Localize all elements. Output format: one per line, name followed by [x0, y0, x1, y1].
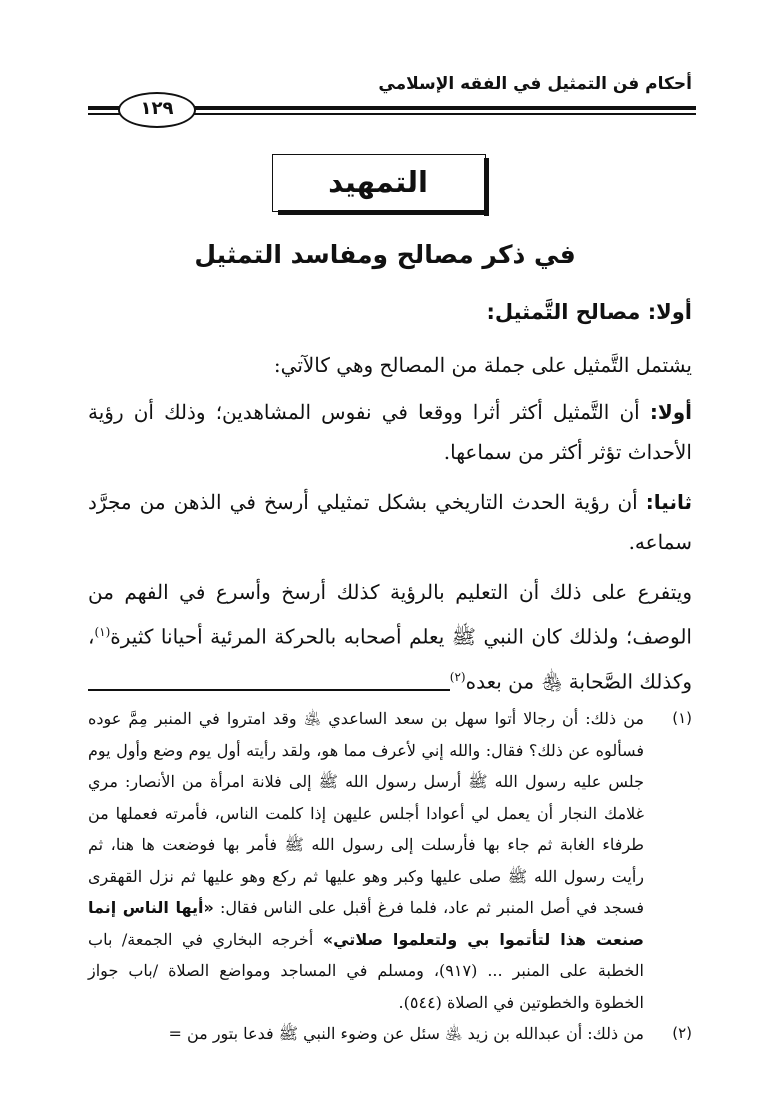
page-number: ١٢٩ [118, 92, 196, 128]
footnote-citation: أخرجه البخاري في الجمعة/ باب الخطبة على المنبر ... (٩١٧)، ومسلم في المساجد ومواضع الصلاة /باب جواز الخطوة والخطوتين في الصلاة (٥٤٤). [88, 929, 645, 1012]
chapter-title: التمهيد [328, 165, 428, 199]
footnote-2 [88, 1018, 692, 1050]
footnote-separator [88, 689, 450, 691]
section-heading: أولا: مصالح التَّمثيل: [486, 300, 692, 324]
paragraph-intro-text: يشتمل التَّمثيل على جملة من المصالح وهي كالآتي: [273, 353, 692, 377]
footnote-number: (١) [672, 709, 692, 727]
third-text-a: ويتفرع على ذلك أن التعليم بالرؤية كذلك أرسخ وأسرع في الفهم من الوصف؛ ولذلك كان النبي ﷺ يعلم أصحابه بالحركة المرئية أحيانا كثيرة [88, 580, 692, 649]
first-text: أن التَّمثيل أكثر أثرا ووقعا في نفوس المشاهدين؛ وذلك أن رؤية الأحداث تؤثر أكثر من سماعها. [88, 400, 692, 464]
footnote-1 [88, 703, 692, 1018]
first-label: أولا: [649, 400, 693, 424]
footnote-text: من ذلك: أن عبدالله بن زيد ﵁ سئل عن وضوء النبي ﷺ فدعا بتور من = [168, 1024, 644, 1043]
footnote-ref-1: (١) [94, 625, 111, 639]
chapter-subtitle: في ذكر مصالح ومفاسد التمثيل [194, 240, 576, 269]
footnotes [88, 703, 692, 1050]
paragraph-third [88, 572, 692, 701]
running-title: أحكام فن التمثيل في الفقه الإسلامي [378, 74, 692, 94]
paragraph-second-benefit [88, 482, 692, 562]
paragraph-intro [88, 345, 692, 385]
footnote-hadith-quote: «أيها الناس إنما صنعت هذا لتأتموا بي ولتعلموا صلاتي» [88, 898, 644, 949]
footnote-number: (٢) [672, 1024, 692, 1042]
footnote-text: من ذلك: أن رجالا أتوا سهل بن سعد الساعدي ﵁ وقد امتروا في المنبر مِمَّ عوده فسألوه عن ذلك؟ فقال: والله إني لأعرف مما هو، ولقد رأيته أول يوم وضع وأول يوم جلس عليه رسول الله ﷺ أرسل رسول الله ﷺ إلى فلانة امرأة من الأنصار: مري غلامك النجار أن يعمل لي أعوادا أجلس عليهن إذا كلمت الناس، فأمرته فعملها من طرفاء الغابة ثم جاء بها فأرسلت إلى رسول الله ﷺ فأمر بها فوضعت ها هنا، ثم رأيت رسول الله ﷺ صلى عليها وكبر وهو عليها ثم ركع وهو عليها ثم نزل القهقرى فسجد في أصل المنبر ثم عاد، فلما فرغ أقبل على الناس فقال: [88, 709, 645, 917]
third-text-b: ، وكذلك الصَّحابة ﵃ من بعده [88, 624, 692, 694]
paragraph-first-benefit [88, 392, 692, 472]
footnote-ref-2: (٢) [449, 669, 466, 684]
second-text: أن رؤية الحدث التاريخي بشكل تمثيلي أرسخ في الذهن من مجرَّد سماعه. [88, 490, 692, 554]
second-label: ثانيا: [645, 490, 692, 514]
